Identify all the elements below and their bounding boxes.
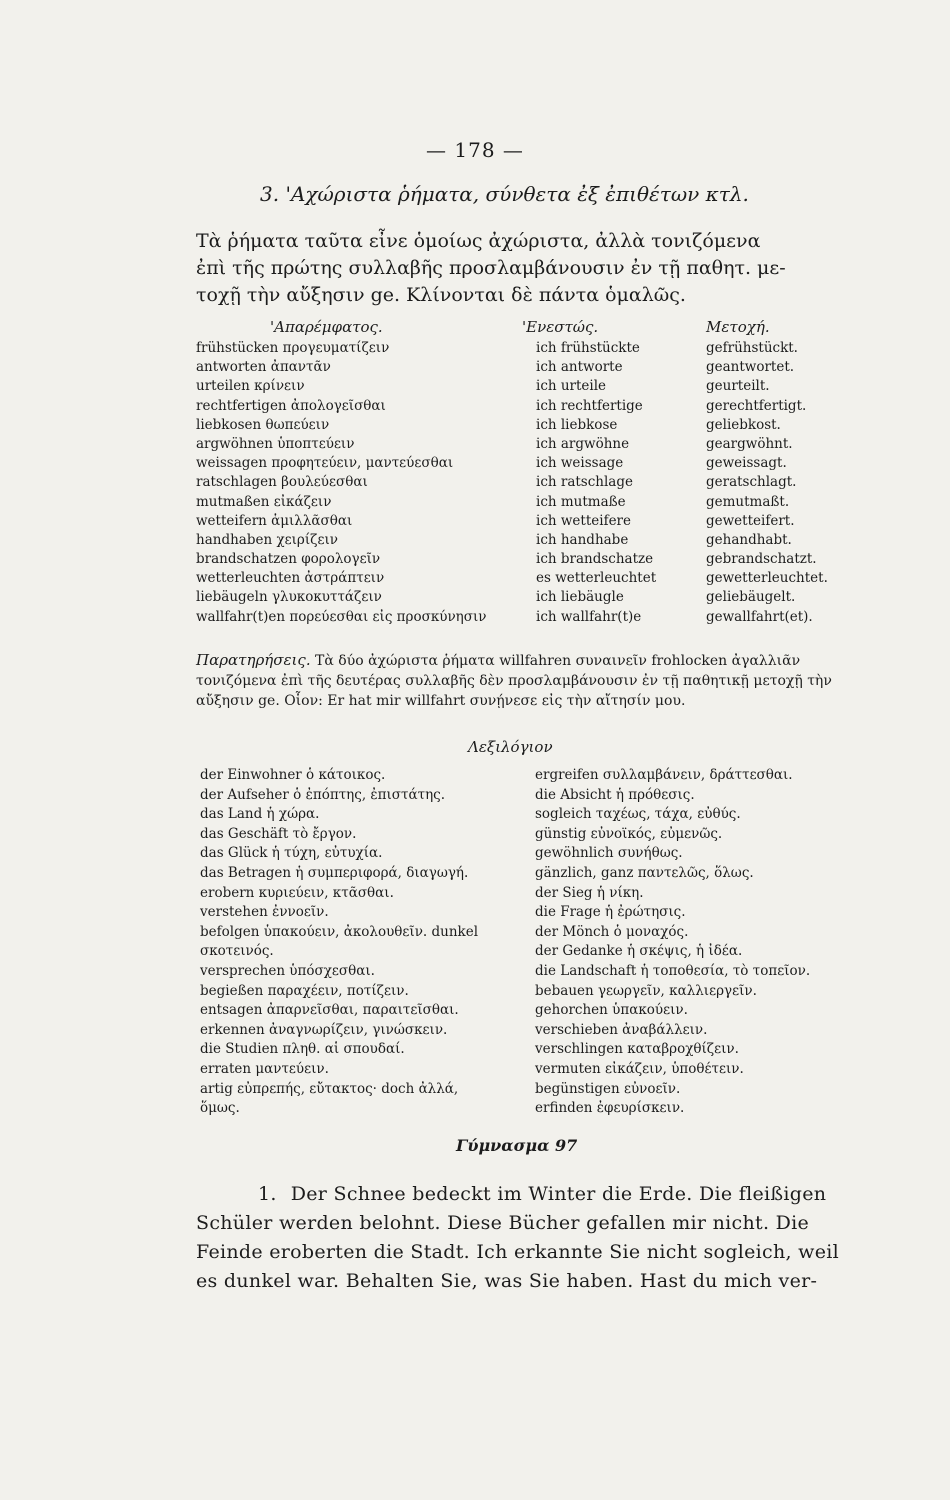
notes-label: Παρατηρήσεις.	[196, 651, 311, 669]
notes-text: Τὰ δύο ἀχώριστα ῥήματα willfahren συναινεῖν frohlocken ἀγαλλιᾶν τονιζόμενα ἐπὶ τῆς δευτέρας συλλαβῆς δὲν προσλαμβάνουσιν ἐν τῇ παθητικῇ μετοχῇ τὴν αὔξησιν ge. Οἷον: Er hat mir willfahrt συνῄνεσε εἰς τὴν αἴτησίν μου.	[196, 653, 832, 709]
verb-present: ich brandschatze	[536, 551, 654, 568]
lexicon-entry: versprechen ὑπόσχεσθαι.	[200, 962, 375, 979]
verb-infinitive: urteilen κρίνειν	[196, 378, 305, 395]
page-number: — 178 —	[426, 138, 524, 162]
verb-present: ich ratschlage	[536, 474, 633, 491]
lexicon-entry: erraten μαντεύειν.	[200, 1060, 329, 1077]
lexicon-entry: erkennen ἀναγνωρίζειν, γινώσκειν.	[200, 1021, 448, 1038]
verb-row	[196, 570, 856, 589]
column-header-participle: Μετοχή.	[706, 318, 770, 336]
lexicon-right-column	[535, 766, 855, 1119]
verb-infinitive: wetteifern ἁμιλλᾶσθαι	[196, 512, 353, 529]
verb-infinitive: wallfahr(t)en πορεύεσθαι εἰς προσκύνησιν	[196, 608, 487, 625]
verb-row	[196, 609, 856, 628]
lexicon-entry: die Landschaft ἡ τοποθεσία, τὸ τοπεῖον.	[535, 962, 811, 979]
verb-row	[196, 589, 856, 608]
verb-participle: gewallfahrt(et).	[706, 608, 813, 625]
verb-present: ich antworte	[536, 359, 623, 376]
verb-infinitive: ratschlagen βουλεύεσθαι	[196, 474, 368, 491]
lexicon-entry: gehorchen ὑπακούειν.	[535, 1002, 688, 1019]
verb-infinitive: argwöhnen ὑποπτεύειν	[196, 435, 355, 452]
lexicon-entry: günstig εὐνοϊκός, εὐμενῶς.	[535, 825, 723, 842]
verb-present: ich argwöhne	[536, 435, 630, 452]
verb-present: ich liebkose	[536, 416, 618, 433]
verb-participle: gerechtfertigt.	[706, 397, 807, 414]
lexicon-entry: ergreifen συλλαμβάνειν, δράττεσθαι.	[535, 767, 793, 783]
verb-row	[196, 532, 856, 551]
intro-line: τοχῇ τὴν αὔξησιν ge. Κλίνονται δὲ πάντα ὁμαλῶς.	[196, 284, 686, 306]
lexicon-entry: das Betragen ἡ συμπεριφορά, διαγωγή.	[200, 864, 469, 881]
lexicon-title: Λεξιλόγιον	[468, 738, 553, 756]
verb-infinitive: liebäugeln γλυκοκυττάζειν	[196, 589, 382, 606]
lexicon-entry: der Aufseher ὁ ἐπόπτης, ἐπιστάτης.	[200, 786, 446, 803]
verb-present: ich liebäugle	[536, 589, 624, 606]
verb-row	[196, 494, 856, 513]
intro-line: ἐπὶ τῆς πρώτης συλλαβῆς προσλαμβάνουσιν ἐν τῇ παθητ. με-	[196, 257, 786, 279]
lexicon-entry: verschlingen καταβροχθίζειν.	[535, 1041, 739, 1058]
lexicon-entry: begießen παραχέειν, ποτίζειν.	[200, 982, 409, 999]
verb-infinitive: mutmaßen εἰκάζειν	[196, 493, 332, 510]
verb-row	[196, 378, 856, 397]
lexicon-entry: erobern κυριεύειν, κτᾶσθαι.	[200, 884, 394, 901]
lexicon-entry: befolgen ὑπακούειν, ἀκολουθεῖν. dunkel	[200, 923, 479, 940]
column-header-present: 'Ενεστώς.	[522, 318, 599, 336]
verb-row	[196, 474, 856, 493]
lexicon-entry: das Glück ἡ τύχη, εὐτυχία.	[200, 845, 383, 862]
verb-row	[196, 340, 856, 359]
verb-infinitive: handhaben χειρίζειν	[196, 531, 338, 548]
lexicon-entry: vermuten εἰκάζειν, ὑποθέτειν.	[535, 1060, 744, 1077]
lexicon-entry: das Land ἡ χώρα.	[200, 806, 320, 823]
verb-participle: geargwöhnt.	[706, 435, 793, 452]
verb-participle: gebrandschatzt.	[706, 551, 817, 568]
verb-infinitive: frühstücken προγευματίζειν	[196, 340, 390, 356]
verb-participle: geliebkost.	[706, 416, 781, 433]
lexicon-entry: erfinden ἐφευρίσκειν.	[535, 1100, 685, 1117]
verb-infinitive: weissagen προφητεύειν, μαντεύεσθαι	[196, 455, 454, 472]
verb-participle: gehandhabt.	[706, 531, 792, 548]
exercise-paragraph	[196, 1180, 846, 1296]
lexicon-entry: der Gedanke ἡ σκέψις, ἡ ἰδέα.	[535, 943, 743, 960]
lexicon-entry: gänzlich, ganz παντελῶς, ὅλως.	[535, 864, 754, 881]
lexicon-entry: gewöhnlich συνήθως.	[535, 845, 683, 862]
verb-present: es wetterleuchtet	[536, 570, 657, 587]
verb-infinitive: liebkosen θωπεύειν	[196, 416, 330, 433]
verb-table	[196, 340, 856, 628]
verb-present: ich urteile	[536, 378, 607, 395]
lexicon-entry: σκοτεινός.	[200, 943, 274, 960]
lexicon-entry: artig εὐπρεπής, εὔτακτος· doch ἀλλά,	[200, 1080, 459, 1097]
intro-paragraph	[196, 228, 846, 309]
lexicon-left-column	[200, 766, 530, 1119]
lexicon-entry: das Geschäft τὸ ἔργον.	[200, 825, 357, 842]
lexicon-entry: entsagen ἀπαρνεῖσθαι, παραιτεῖσθαι.	[200, 1002, 459, 1019]
exercise-title: Γύμνασμα 97	[456, 1136, 578, 1155]
verb-present: ich wetteifere	[536, 512, 631, 529]
verb-participle: geweissagt.	[706, 455, 787, 472]
lexicon-entry: die Absicht ἡ πρόθεσις.	[535, 786, 695, 803]
verb-participle: geantwortet.	[706, 359, 795, 376]
lexicon-entry: die Frage ἡ ἐρώτησις.	[535, 904, 686, 921]
intro-line: Τὰ ῥήματα ταῦτα εἶνε ὁμοίως ἀχώριστα, ἀλλὰ τονιζόμενα	[196, 230, 761, 252]
verb-present: ich wallfahr(t)e	[536, 608, 642, 625]
verb-present: ich weissage	[536, 455, 624, 472]
lexicon-entry: die Studien πληθ. αἱ σπουδαί.	[200, 1041, 405, 1058]
section-title: 3. 'Αχώριστα ῥήματα, σύνθετα ἐξ ἐπιθέτων κτλ.	[260, 182, 749, 206]
column-header-infinitive: 'Απαρέμφατος.	[270, 318, 383, 336]
verb-row	[196, 436, 856, 455]
verb-row	[196, 359, 856, 378]
verb-infinitive: wetterleuchten ἀστράπτειν	[196, 570, 385, 587]
verb-row	[196, 551, 856, 570]
lexicon-entry: der Einwohner ὁ κάτοικος.	[200, 767, 386, 783]
verb-participle: geratschlagt.	[706, 474, 797, 491]
lexicon-entry: begünstigen εὐνοεῖν.	[535, 1080, 681, 1097]
verb-row	[196, 513, 856, 532]
verb-present: ich rechtfertige	[536, 397, 643, 414]
exercise-text: Der Schnee bedeckt im Winter die Erde. Die fleißigen Schüler werden belohnt. Diese Bücher gefallen mir nicht. Die Feinde eroberten die Stadt. Ich erkannte Sie nicht sogleich, weil es dunkel war. Behalten Sie, was Sie haben. Hast du mich ver-	[196, 1183, 840, 1292]
exercise-number: 1.	[258, 1183, 277, 1205]
verb-participle: gemutmaßt.	[706, 493, 790, 510]
verb-present: ich mutmaße	[536, 493, 626, 510]
lexicon-entry: bebauen γεωργεῖν, καλλιεργεῖν.	[535, 982, 757, 999]
lexicon-entry: sogleich ταχέως, τάχα, εὐθύς.	[535, 806, 741, 823]
notes-paragraph	[196, 650, 836, 711]
verb-participle: gewetteifert.	[706, 512, 795, 529]
verb-participle: gefrühstückt.	[706, 340, 798, 356]
verb-infinitive: antworten ἀπαντᾶν	[196, 359, 331, 376]
verb-row	[196, 455, 856, 474]
verb-present: ich handhabe	[536, 531, 629, 548]
verb-row	[196, 417, 856, 436]
verb-infinitive: brandschatzen φορολογεῖν	[196, 551, 381, 568]
verb-participle: geurteilt.	[706, 378, 770, 395]
lexicon-entry: ὅμως.	[200, 1100, 240, 1117]
verb-participle: geliebäugelt.	[706, 589, 796, 606]
lexicon-entry: verschieben ἀναβάλλειν.	[535, 1021, 708, 1038]
lexicon-entry: verstehen ἐννοεῖν.	[200, 904, 329, 921]
verb-participle: gewetterleuchtet.	[706, 570, 828, 587]
lexicon-entry: der Sieg ἡ νίκη.	[535, 884, 644, 901]
verb-infinitive: rechtfertigen ἀπολογεῖσθαι	[196, 397, 386, 414]
verb-row	[196, 398, 856, 417]
lexicon-entry: der Mönch ὁ μοναχός.	[535, 923, 689, 940]
verb-present: ich frühstückte	[536, 340, 640, 356]
